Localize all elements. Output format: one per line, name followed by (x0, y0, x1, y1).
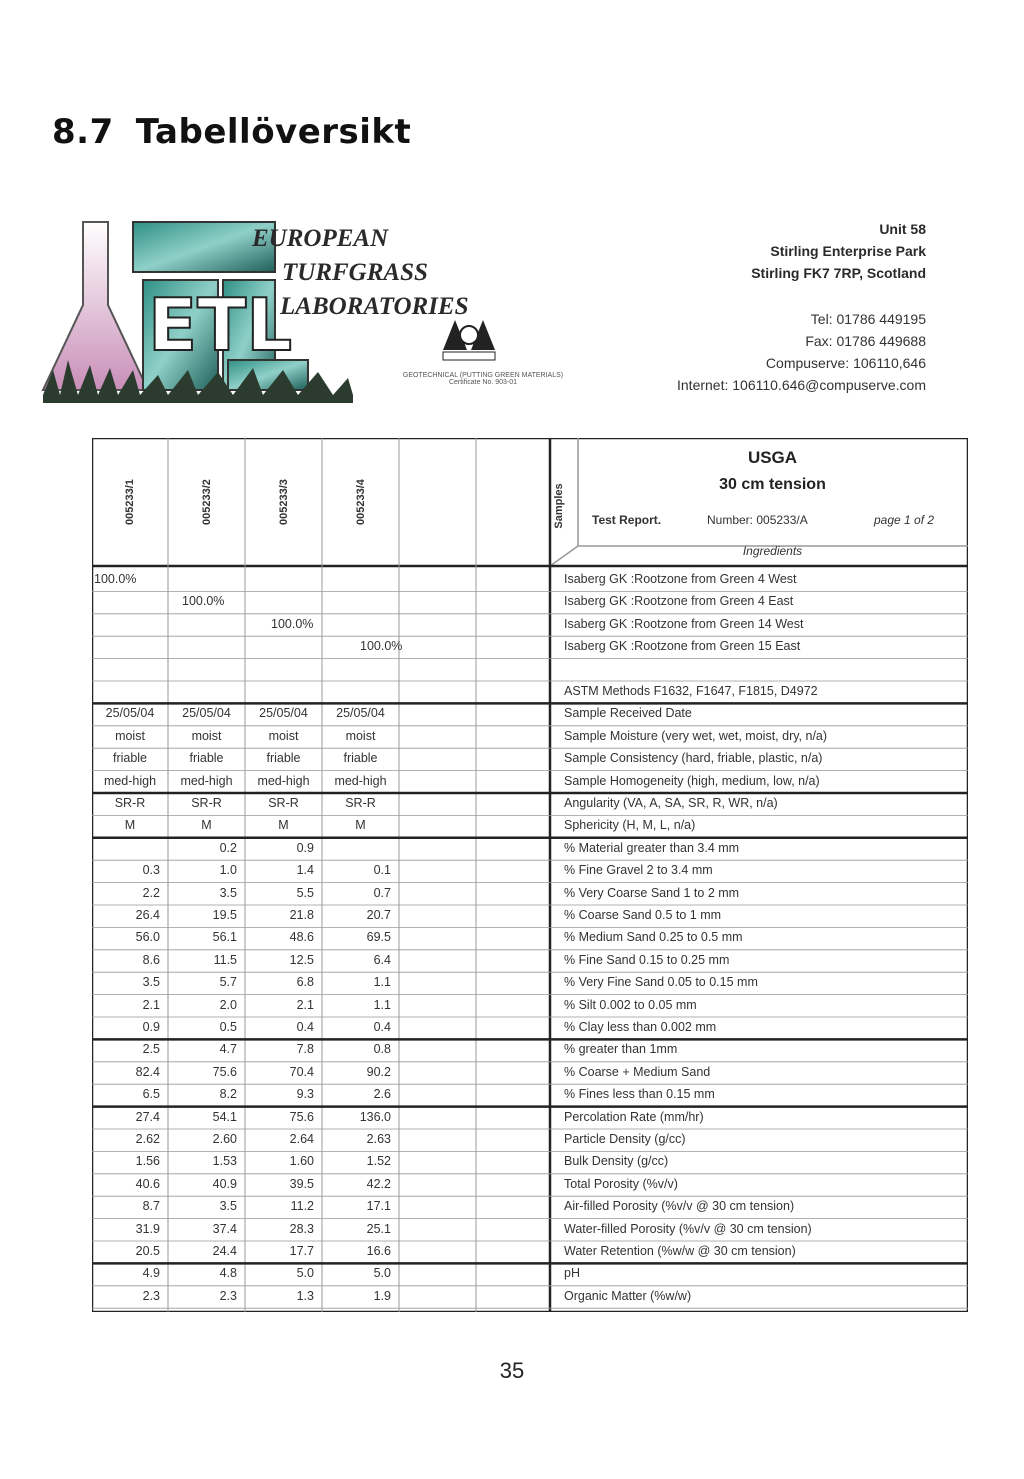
table-cell: 3.5 (219, 885, 237, 900)
row-label: Percolation Rate (mm/hr) (564, 1109, 704, 1124)
row-label: pH (564, 1266, 580, 1281)
table-cell: 2.6 (373, 1087, 391, 1102)
row-label: ASTM Methods F1632, F1647, F1815, D4972 (564, 684, 818, 698)
table-cell: 12.5 (289, 952, 314, 967)
table-cell: 1.4 (296, 863, 314, 878)
samples-label: Samples (553, 483, 565, 529)
table-cell: 0.8 (373, 1042, 391, 1057)
table-cell: SR-R (268, 796, 299, 810)
table-cell: 5.0 (296, 1266, 314, 1281)
table-cell: 2.1 (296, 997, 314, 1012)
table-cell: 24.4 (212, 1244, 237, 1258)
table-cell: 56.1 (212, 930, 237, 945)
table-cell: 1.3 (296, 1288, 314, 1303)
row-label: % Very Fine Sand 0.05 to 0.15 mm (564, 975, 758, 990)
certificate-line: Certificate No. 903-01 (448, 379, 518, 386)
table-cell: 40.9 (212, 1176, 237, 1191)
table-cell: 8.2 (219, 1087, 237, 1102)
table-cell: 25.1 (366, 1221, 391, 1236)
table-cell: 27.4 (135, 1109, 160, 1124)
table-cell: 17.7 (289, 1244, 314, 1258)
address-line3: Stirling FK7 7RP, Scotland (751, 265, 926, 281)
row-label: % Silt 0.002 to 0.05 mm (564, 997, 697, 1012)
table-cell: 4.9 (142, 1266, 160, 1281)
table-cell: 2.3 (142, 1288, 160, 1303)
table-cell: 31.9 (135, 1221, 160, 1236)
lab-address (751, 218, 926, 284)
section-title: Tabellöversikt (135, 112, 412, 152)
row-label: % Coarse Sand 0.5 to 1 mm (564, 908, 722, 922)
table-cell: 0.9 (142, 1020, 160, 1034)
row-label: Isaberg GK :Rootzone from Green 15 East (564, 639, 801, 654)
table-cell: 1.1 (373, 975, 391, 990)
table-cell: 0.4 (296, 1020, 314, 1034)
row-label: % Coarse + Medium Sand (564, 1064, 711, 1079)
table-cell: M (124, 818, 136, 833)
table-cell: moist (115, 728, 145, 743)
sample-id: 005233/3 (277, 479, 290, 525)
table-cell: friable (266, 751, 301, 766)
compuserve: Compuserve: 106110,646 (765, 355, 926, 371)
table-cell: 75.6 (212, 1064, 237, 1079)
logo-letters: ETL (148, 283, 293, 367)
table-cell: med-high (257, 773, 310, 788)
row-label: Isaberg GK :Rootzone from Green 4 West (564, 572, 797, 586)
table-cell: 16.6 (366, 1244, 391, 1258)
table-cell: 1.1 (373, 997, 391, 1012)
table-cell: 100.0% (182, 594, 225, 609)
table-cell: M (201, 818, 212, 833)
table-cell: 1.53 (212, 1154, 237, 1169)
accreditation-line: GEOTECHNICAL (PUTTING GREEN MATERIALS) (402, 372, 564, 379)
table-cell: 0.4 (373, 1020, 391, 1034)
row-label: Water Retention (%w/w @ 30 cm tension) (564, 1244, 796, 1258)
accreditation-text (368, 372, 598, 386)
row-label: % Fines less than 0.15 mm (564, 1087, 715, 1102)
table-cell: 3.5 (142, 975, 160, 990)
table-cell: 5.5 (296, 885, 314, 900)
table-cell: 70.4 (289, 1064, 314, 1079)
row-label: Sample Moisture (very wet, wet, moist, dry, n/a) (564, 728, 828, 743)
table-cell: 11.5 (213, 952, 237, 967)
page-number: 35 (499, 1358, 525, 1383)
table-cell: 100.0% (360, 639, 403, 654)
table-cell: 1.60 (289, 1154, 314, 1169)
table-cell: med-high (334, 773, 387, 788)
table-cell: 39.5 (289, 1176, 314, 1191)
row-label: Bulk Density (g/cc) (564, 1154, 669, 1169)
table-cell: 2.2 (142, 885, 160, 900)
row-label: Organic Matter (%w/w) (564, 1288, 692, 1303)
row-label: Sample Received Date (564, 706, 692, 721)
table-cell: 8.7 (142, 1199, 160, 1214)
table-cell: 75.6 (289, 1109, 314, 1124)
table-cell: 3.5 (219, 1199, 237, 1214)
row-label: Particle Density (g/cc) (564, 1132, 686, 1146)
report-page: page 1 of 2 (874, 513, 935, 527)
table-cell: 25/05/04 (105, 706, 155, 721)
table-cell: med-high (103, 773, 157, 788)
table-cell: 4.7 (219, 1042, 237, 1057)
section-heading (52, 112, 411, 152)
table-cell: 69.5 (366, 930, 391, 945)
table-cell: 28.3 (289, 1221, 314, 1236)
ingredients-label: Ingredients (742, 544, 803, 558)
table-cell: 136.0 (359, 1109, 391, 1124)
table-cell: 25/05/04 (336, 706, 385, 721)
table-cell: SR-R (114, 796, 146, 810)
table-cell: 1.9 (373, 1288, 391, 1303)
row-label: Water-filled Porosity (%v/v @ 30 cm tension) (564, 1221, 812, 1236)
row-label: Sample Consistency (hard, friable, plastic, n/a) (564, 751, 823, 766)
table-cell: 90.2 (366, 1064, 391, 1079)
row-label: % greater than 1mm (564, 1042, 678, 1057)
table-cell: 0.9 (296, 840, 314, 855)
table-cell: 37.4 (212, 1221, 237, 1236)
sample-id: 005233/4 (354, 479, 367, 525)
table-cell: moist (345, 728, 376, 743)
report-subtitle: 30 cm tension (719, 476, 826, 493)
table-cell: 48.6 (289, 930, 314, 945)
table-cell: 25/05/04 (182, 706, 231, 721)
row-label: % Fine Sand 0.15 to 0.25 mm (564, 952, 730, 967)
row-label: % Very Coarse Sand 1 to 2 mm (564, 885, 740, 900)
table-cell: friable (343, 751, 378, 766)
table-cell: 2.3 (219, 1288, 237, 1303)
table-cell: 26.4 (135, 908, 160, 922)
table-cell: 11.2 (290, 1199, 314, 1214)
table-cell: SR-R (345, 796, 376, 810)
table-cell: 2.0 (219, 997, 237, 1012)
table-cell: 2.63 (366, 1132, 391, 1146)
row-label: % Fine Gravel 2 to 3.4 mm (564, 863, 713, 878)
row-label: Air-filled Porosity (%v/v @ 30 cm tension) (564, 1199, 795, 1214)
row-label: Isaberg GK :Rootzone from Green 4 East (564, 594, 794, 609)
lab-contact (677, 308, 926, 396)
row-label: % Clay less than 0.002 mm (564, 1020, 717, 1034)
table-cell: 0.7 (373, 885, 391, 900)
table-cell: 6.8 (296, 975, 314, 990)
table-cell: 7.8 (296, 1042, 314, 1057)
table-cell: 8.6 (142, 952, 160, 967)
table-cell: 1.52 (366, 1154, 391, 1169)
row-label: % Material greater than 3.4 mm (564, 840, 740, 855)
table-cell: 82.4 (135, 1064, 160, 1079)
table-cell: 21.8 (289, 908, 314, 922)
table-cell: 0.2 (219, 840, 237, 855)
internet: Internet: 106110.646@compuserve.com (677, 377, 926, 393)
tel: Tel: 01786 449195 (810, 311, 926, 327)
table-cell: 5.0 (373, 1266, 391, 1281)
table-cell: 9.3 (296, 1087, 314, 1102)
report-title: USGA (747, 448, 798, 467)
table-cell: 2.62 (135, 1132, 160, 1146)
row-label: Total Porosity (%v/v) (564, 1176, 678, 1191)
address-line2: Stirling Enterprise Park (770, 243, 926, 259)
table-cell: 100.0% (271, 616, 314, 631)
table-cell: 1.0 (219, 863, 237, 878)
lab-name-line2: TURFGRASS (282, 259, 428, 286)
fax: Fax: 01786 449688 (805, 333, 926, 349)
row-label: Isaberg GK :Rootzone from Green 14 West (564, 616, 804, 631)
table-cell: 20.7 (366, 908, 391, 922)
table-cell: 42.2 (366, 1176, 391, 1191)
table-cell: M (355, 818, 366, 833)
table-cell: 0.1 (373, 863, 391, 878)
table-cell: 17.1 (366, 1199, 391, 1214)
test-report-label: Test Report. (592, 513, 662, 527)
address-line1: Unit 58 (879, 221, 926, 237)
test-report-table (92, 438, 968, 1312)
table-cell: 2.64 (289, 1132, 314, 1146)
table-cell: 2.60 (212, 1132, 237, 1146)
table-cell: 54.1 (212, 1109, 237, 1124)
table-cell: SR-R (191, 796, 222, 810)
row-label: Angularity (VA, A, SA, SR, R, WR, n/a) (564, 796, 778, 810)
row-label: Sphericity (H, M, L, n/a) (564, 818, 696, 833)
table-cell: 6.5 (142, 1087, 160, 1102)
table-cell: moist (191, 728, 222, 743)
table-cell: 19.5 (212, 908, 237, 922)
table-cell: 6.4 (373, 952, 391, 967)
table-cell: friable (189, 751, 224, 766)
table-cell: friable (112, 751, 148, 766)
table-cell: M (278, 818, 289, 833)
sample-id: 005233/1 (124, 479, 136, 525)
table-cell: 0.3 (142, 863, 160, 878)
section-number: 8.7 (52, 112, 114, 152)
table-cell: 4.8 (219, 1266, 237, 1281)
table-cell: 2.5 (142, 1042, 160, 1057)
table-cell: med-high (180, 773, 233, 788)
lab-name-line1: EUROPEAN (252, 225, 389, 252)
row-label: Sample Homogeneity (high, medium, low, n/a) (564, 773, 820, 788)
diagonal-line (550, 546, 578, 566)
lab-name (252, 222, 469, 324)
lab-name-line3: LABORATORIES (280, 293, 469, 320)
table-cell: 40.6 (135, 1176, 160, 1191)
table-cell: 25/05/04 (259, 706, 308, 721)
table-cell: moist (268, 728, 299, 743)
row-label: % Medium Sand 0.25 to 0.5 mm (564, 930, 743, 945)
table-cell: 20.5 (135, 1244, 160, 1258)
table-cell: 5.7 (219, 975, 237, 990)
table-cell: 56.0 (135, 930, 160, 945)
table-cell: 1.56 (135, 1154, 160, 1169)
table-cell: 2.1 (142, 997, 160, 1012)
report-number: Number: 005233/A (707, 513, 808, 527)
table-cell: 0.5 (219, 1020, 237, 1034)
table-cell: 100.0% (94, 572, 137, 586)
sample-id: 005233/2 (200, 479, 213, 525)
